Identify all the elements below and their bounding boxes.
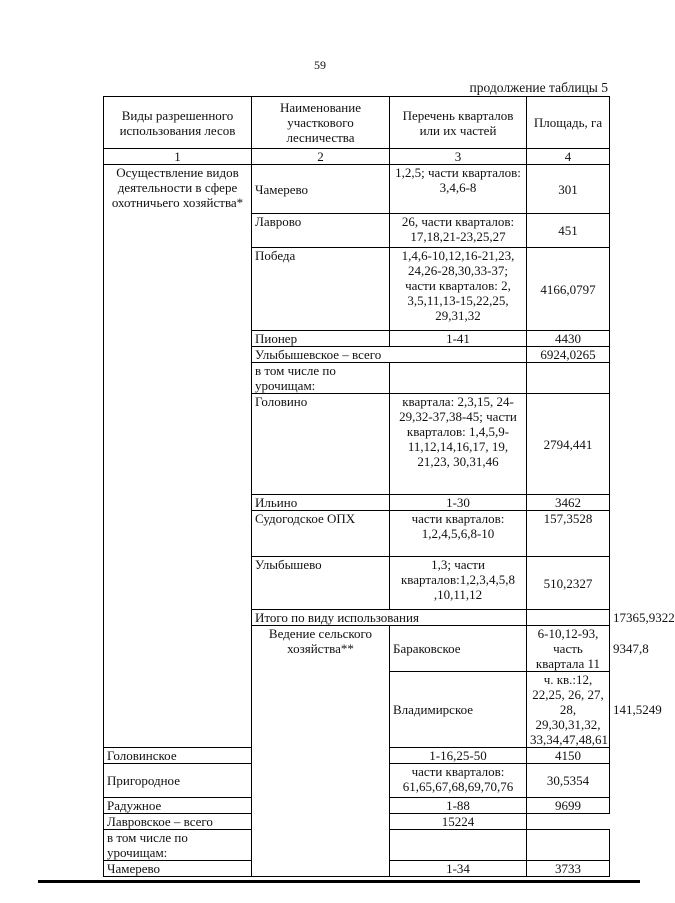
use-type-hunting: Осуществление видов деятельности в сфере охотничьего хозяйства* <box>104 165 252 748</box>
column-number: 2 <box>252 149 390 165</box>
tracts-caption: в том числе по урочищам: <box>252 363 390 394</box>
tract-name: Головино <box>252 394 390 495</box>
empty-cell <box>390 363 527 394</box>
subtotal-label: Лавровское – всего <box>104 814 390 830</box>
forestry-name: Лаврово <box>252 214 390 248</box>
forestry-name: Бараковское <box>390 626 527 672</box>
forestry-name: Пионер <box>252 331 390 347</box>
bottom-rule <box>38 880 640 883</box>
area-cell: 4430 <box>527 331 610 347</box>
tract-name: Чамерево <box>104 861 252 877</box>
forestry-name: Владимирское <box>390 672 527 748</box>
summary-label: Итого по виду использования <box>252 610 527 626</box>
area-cell: 510,2327 <box>527 557 610 610</box>
area-cell: 3733 <box>527 861 610 877</box>
use-type-agriculture: Ведение сельского хозяйства** <box>252 626 390 877</box>
quarters-cell: 1-30 <box>390 495 527 511</box>
area-cell: 4150 <box>527 748 610 764</box>
quarters-cell: квартала: 2,3,15, 24-29,32-37,38-45; части кварталов: 1,4,5,9- 11,12,14,16,17, 19, 21,23, 30,31,46 <box>390 394 527 495</box>
empty-cell <box>527 610 610 626</box>
subtotal-area: 15224 <box>390 814 527 830</box>
header-forestry-name: Наименование участкового лесничества <box>252 97 390 149</box>
area-cell: 9699 <box>527 798 610 814</box>
quarters-cell: 1,2,5; части кварталов: 3,4,6-8 <box>390 165 527 214</box>
empty-cell <box>527 363 610 394</box>
empty-cell <box>527 830 610 861</box>
forestry-name: Пригородное <box>104 764 252 798</box>
quarters-cell: 1-34 <box>390 861 527 877</box>
forest-use-table <box>103 96 675 877</box>
forestry-name: Головинское <box>104 748 252 764</box>
table-row <box>104 165 610 214</box>
area-cell: 3462 <box>527 495 610 511</box>
forestry-name: Чамерево <box>252 165 390 214</box>
quarters-cell: 1,3; части кварталов:1,2,3,4,5,8 ,10,11,12 <box>390 557 527 610</box>
area-cell: 2794,441 <box>527 394 610 495</box>
tracts-caption: в том числе по урочищам: <box>104 830 252 861</box>
area-cell: 157,3528 <box>527 511 610 557</box>
subtotal-row <box>104 814 610 830</box>
tract-name: Улыбышево <box>252 557 390 610</box>
table-caption: продолжение таблицы 5 <box>469 80 608 95</box>
quarters-cell: 6-10,12-93, часть квартала 11 <box>527 626 610 672</box>
empty-cell <box>390 830 527 861</box>
column-number: 4 <box>527 149 610 165</box>
quarters-cell: части кварталов: 1,2,4,5,6,8-10 <box>390 511 527 557</box>
column-number: 3 <box>390 149 527 165</box>
area-cell: 30,5354 <box>527 764 610 798</box>
quarters-cell: ч. кв.:12, 22,25, 26, 27, 28, 29,30,31,32, 33,34,47,48,61 <box>527 672 610 748</box>
tract-name: Ильино <box>252 495 390 511</box>
quarters-cell: 1,4,6-10,12,16-21,23, 24,26-28,30,33-37; части кварталов: 2, 3,5,11,13-15,22,25, 29,31,32 <box>390 248 527 331</box>
area-cell: 451 <box>527 214 610 248</box>
area-cell: 4166,0797 <box>527 248 610 331</box>
forestry-name: Победа <box>252 248 390 331</box>
header-area: Площадь, га <box>527 97 610 149</box>
summary-row: Итого по виду использования 17365,9322 <box>104 610 610 626</box>
table-header-row <box>104 97 610 149</box>
page-number: 59 <box>314 58 326 72</box>
tract-name: Судогодское ОПХ <box>252 511 390 557</box>
column-number: 1 <box>104 149 252 165</box>
quarters-cell: 26, части кварталов: 17,18,21-23,25,27 <box>390 214 527 248</box>
header-use-type: Виды разрешенного использования лесов <box>104 97 252 149</box>
quarters-cell: 1-41 <box>390 331 527 347</box>
subtotal-area: 6924,0265 <box>527 347 610 363</box>
quarters-cell: 1-88 <box>390 798 527 814</box>
header-quarters: Перечень кварталов или их частей <box>390 97 527 149</box>
table-row: Ведение сельского хозяйства** Бараковское 6-10,12-93, часть квартала 11 9347,8 <box>104 626 610 672</box>
table-row: Владимирское ч. кв.:12, 22,25, 26, 27, 28, 29,30,31,32, 33,34,47,48,61 141,5249 <box>104 672 610 748</box>
forestry-name: Радужное <box>104 798 252 814</box>
subtotal-label: Улыбышевское – всего <box>252 347 527 363</box>
area-cell: 301 <box>527 165 610 214</box>
column-number-row <box>104 149 610 165</box>
quarters-cell: части кварталов: 61,65,67,68,69,70,76 <box>390 764 527 798</box>
quarters-cell: 1-16,25-50 <box>390 748 527 764</box>
